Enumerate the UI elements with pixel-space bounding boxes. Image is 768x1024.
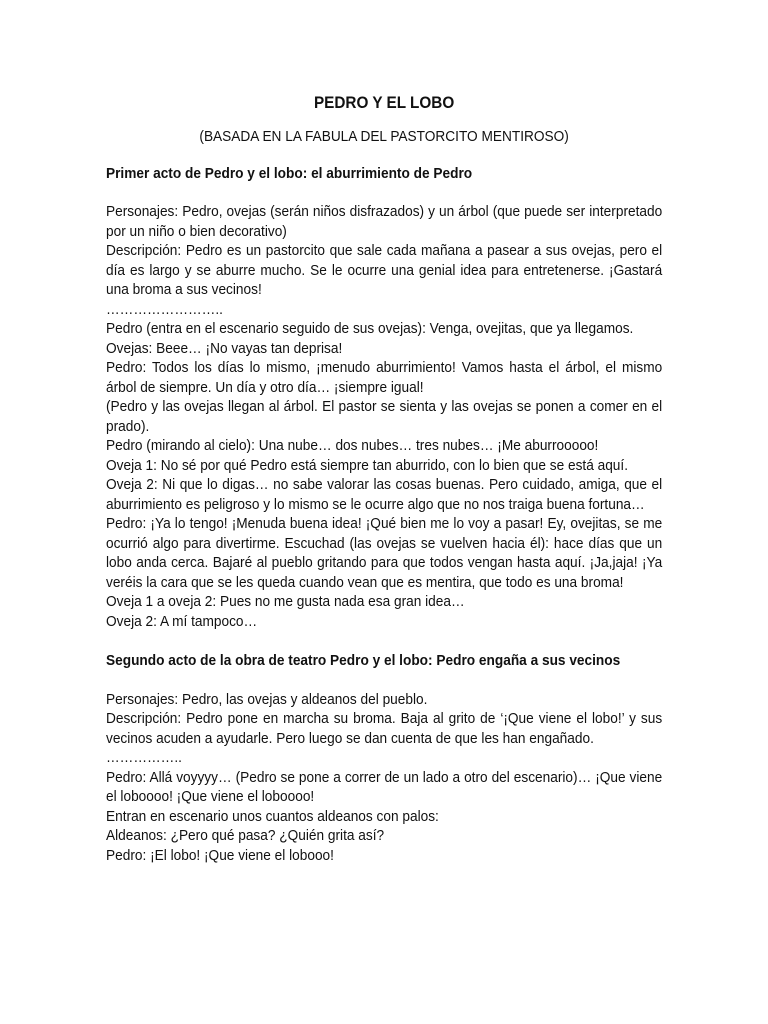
document-subtitle: (BASADA EN LA FABULA DEL PASTORCITO MENTIROSO) (199, 128, 569, 145)
act2-stage-direction: Entran en escenario unos cuantos aldeanos con palos: (106, 807, 439, 825)
document-title: PEDRO Y EL LOBO (313, 93, 455, 112)
act1-stage-direction: (Pedro y las ovejas llegan al árbol. El pastor se sienta y las ovejas se ponen a comer en el prado). (106, 398, 663, 435)
act2-line: Pedro: Allá voyyyy… (Pedro se pone a correr de un lado a otro del escenario)… ¡Que viene el loboooo! ¡Que viene el loboooo! (106, 768, 663, 805)
act1-line: Oveja 2: Ni que lo digas… no sabe valorar las cosas buenas. Pero cuidado, amiga, que el aburrimiento es peligroso y lo mismo se le ocurre algo que no nos traiga buena fortuna… (106, 476, 663, 513)
act1-line: Oveja 1: No sé por qué Pedro está siempre tan aburrido, con lo bien que se está aquí. (106, 456, 629, 474)
act2-line: Pedro: ¡El lobo! ¡Que viene el lobooo! (106, 846, 334, 864)
act2-description: Descripción: Pedro pone en marcha su broma. Baja al grito de ‘¡Que viene el lobo!’ y sus vecinos acuden a ayudarle. Pero luego se dan cuenta de que les han engañado. (106, 710, 663, 747)
act1-characters: Personajes: Pedro, ovejas (serán niños disfrazados) y un árbol (que puede ser interpretado por un niño o bien decorativo) (106, 203, 663, 240)
act2-separator: …………….. (106, 749, 182, 766)
act1-line: Oveja 1 a oveja 2: Pues no me gusta nada esa gran idea… (106, 593, 465, 610)
act1-line: Pedro (entra en el escenario seguido de sus ovejas): Venga, ovejitas, que ya llegamos. (106, 320, 634, 337)
act2-line: Aldeanos: ¿Pero qué pasa? ¿Quién grita así? (106, 827, 385, 844)
act1-heading: Primer acto de Pedro y el lobo: el aburrimiento de Pedro (106, 164, 473, 182)
section-gap (106, 631, 662, 651)
document-page (106, 92, 662, 865)
act1-line: Ovejas: Beee… ¡No vayas tan deprisa! (106, 339, 343, 357)
act2-characters: Personajes: Pedro, las ovejas y aldeanos del pueblo. (106, 690, 428, 708)
act2-heading: Segundo acto de la obra de teatro Pedro y el lobo: Pedro engaña a sus vecinos (106, 652, 621, 669)
act1-description: Descripción: Pedro es un pastorcito que sale cada mañana a pasear a sus ovejas, pero el día es largo y se aburre mucho. Se le ocurre una genial idea para entretenerse. ¡Gastará una broma a sus vecinos! (106, 242, 663, 298)
act1-line: Oveja 2: A mí tampoco… (106, 612, 258, 630)
act1-line: Pedro (mirando al cielo): Una nube… dos nubes… tres nubes… ¡Me aburrooooo! (106, 437, 599, 454)
act1-line: Pedro: Todos los días lo mismo, ¡menudo aburrimiento! Vamos hasta el árbol, el mismo árbol de siempre. Un día y otro día… ¡siempre igual! (106, 359, 663, 396)
act1-separator: …………………….. (106, 300, 223, 318)
act1-line: Pedro: ¡Ya lo tengo! ¡Menuda buena idea! ¡Qué bien me lo voy a pasar! Ey, ovejitas, se me ocurrió algo para divertirme. Escuchad (las ovejas se vuelven hacia él): hace días que un lobo anda cerca. Bajaré al pueblo gritando para que todos vengan hasta aquí. ¡Ja,jaja! ¡Ya veréis la cara que se les queda cuando vean que es mentira, que todo es una broma! (106, 515, 663, 591)
